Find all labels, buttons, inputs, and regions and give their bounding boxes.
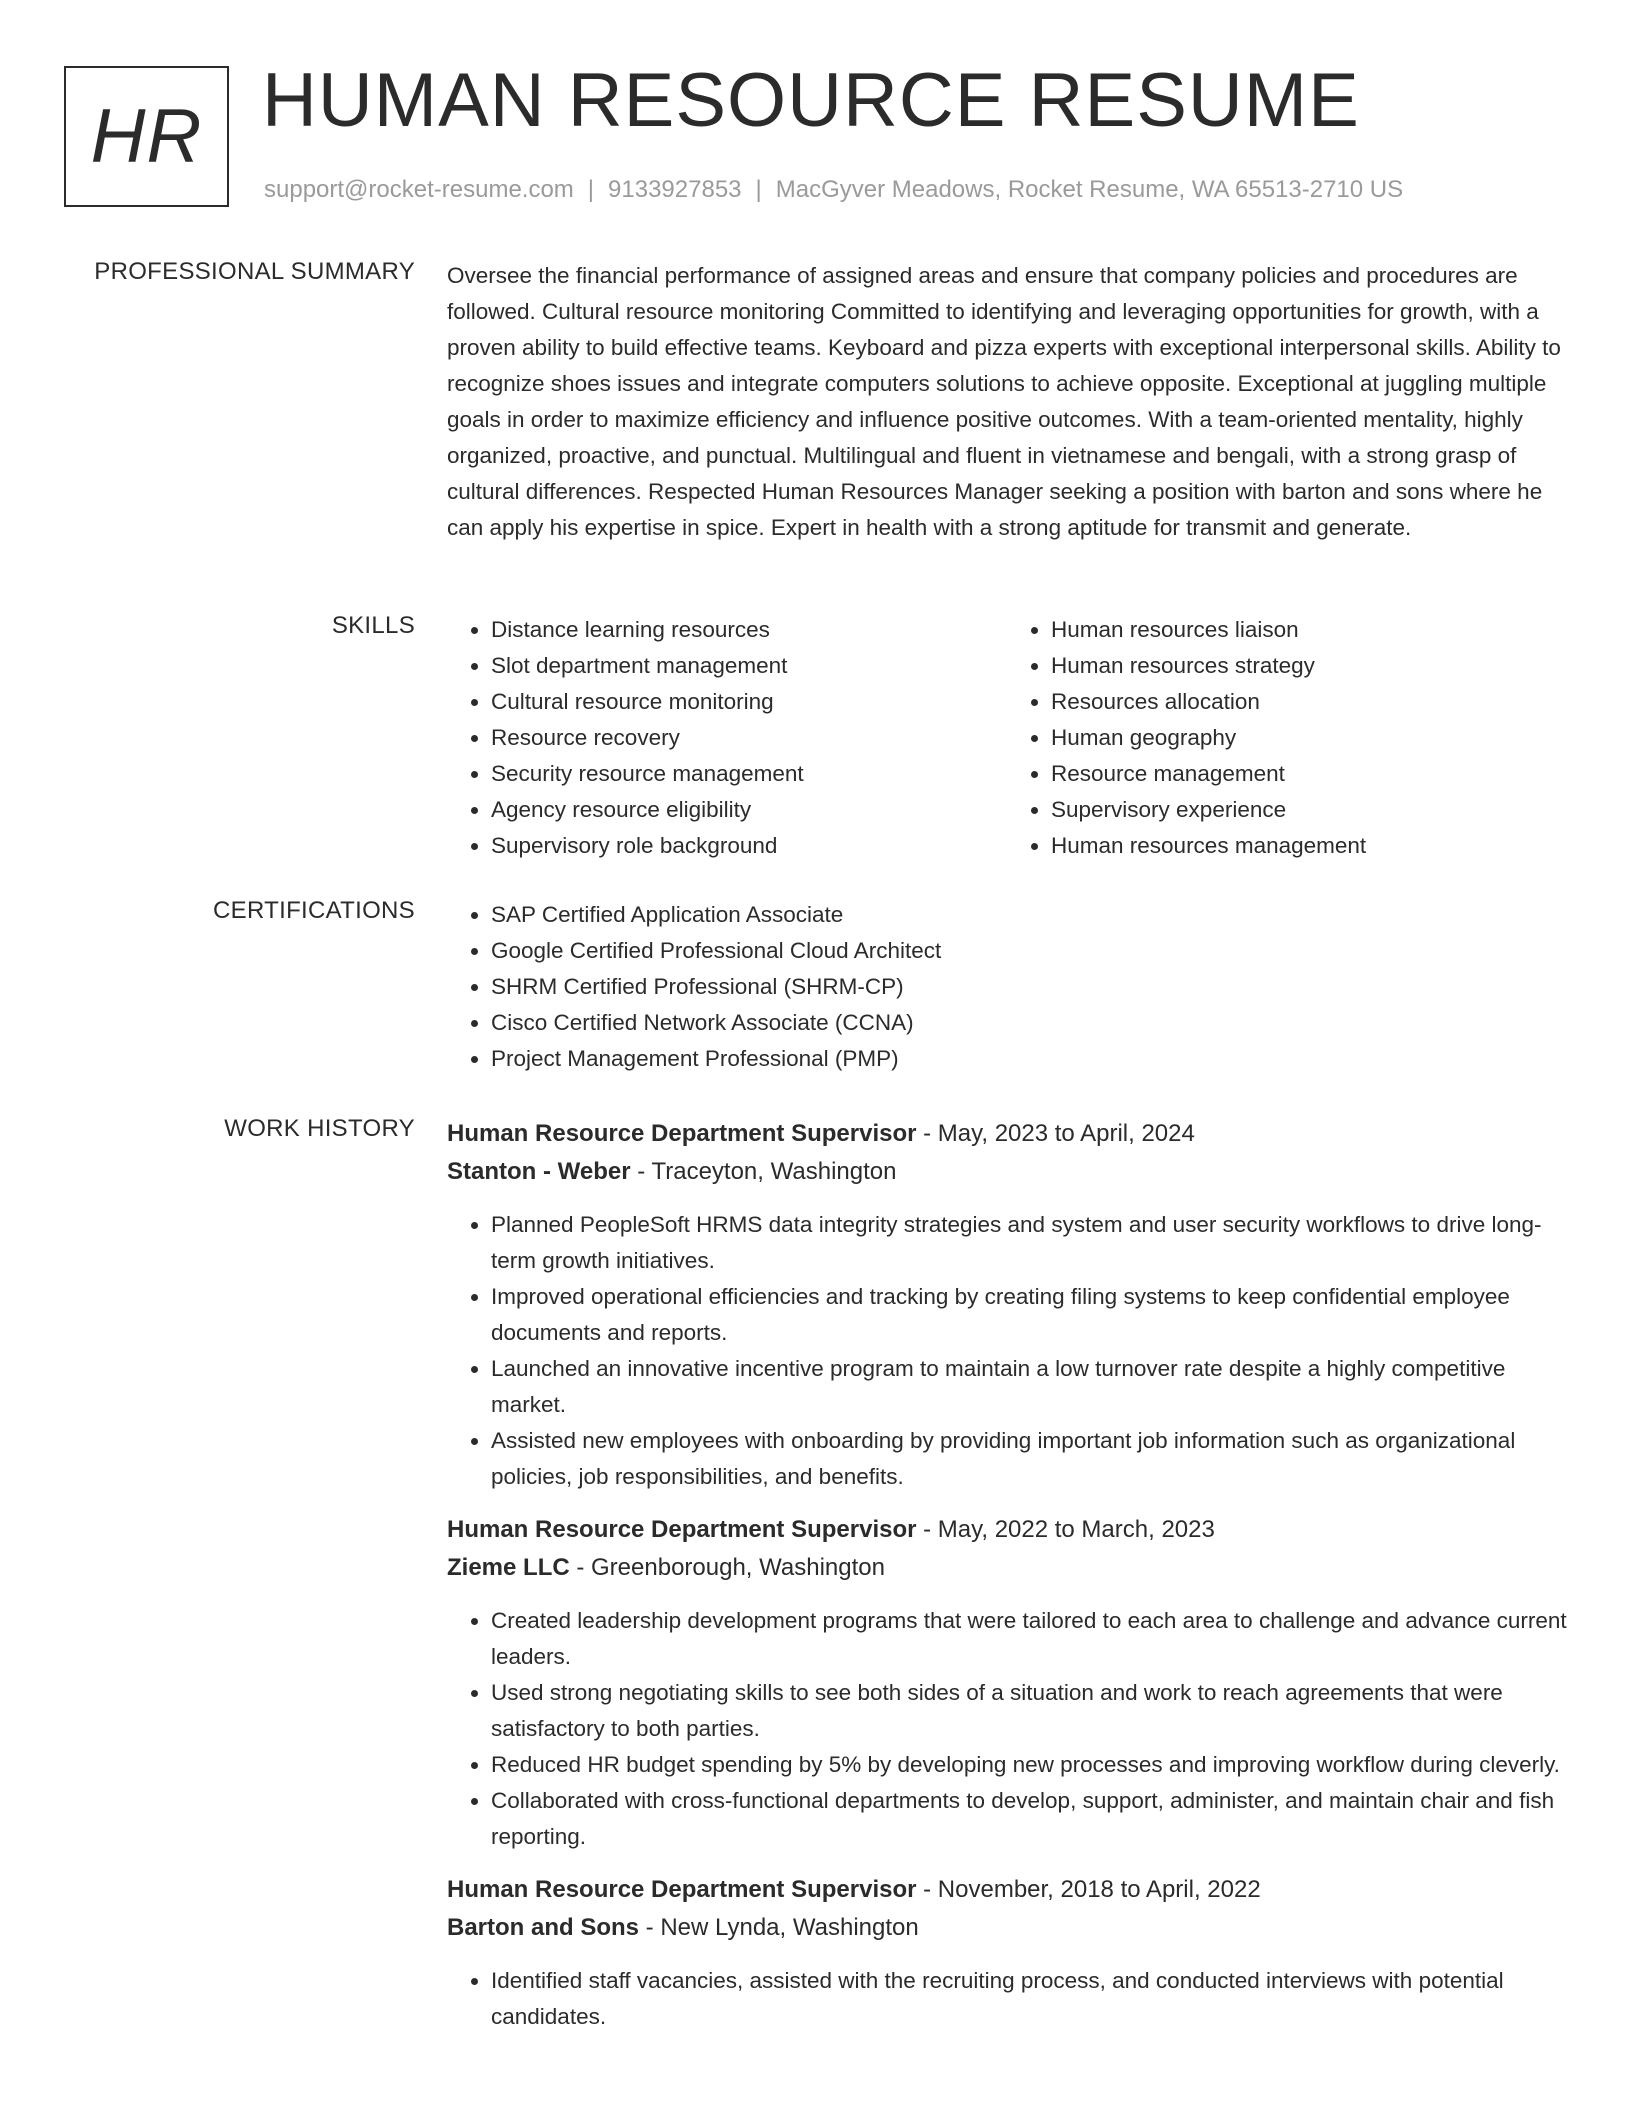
- job-bullet: • Collaborated with cross-functional departments to develop, support, administer, and maintain chair and fish reporting.: [491, 1783, 1567, 1855]
- job-title-line: [447, 1115, 1567, 1153]
- certifications-body: [447, 897, 1567, 1077]
- job-bullet: • Launched an innovative incentive program to maintain a low turnover rate despite a highly competitive market.: [491, 1351, 1567, 1423]
- job-company-line: [447, 1549, 1567, 1587]
- job-bullet: • Used strong negotiating skills to see both sides of a situation and work to reach agreements that were satisfactory to both parties.: [491, 1675, 1567, 1747]
- skill-item: • Agency resource eligibility: [491, 792, 1007, 828]
- job-bullet: • Identified staff vacancies, assisted with the recruiting process, and conducted interviews with potential candidates.: [491, 1963, 1567, 2035]
- job-bullet: • Reduced HR budget spending by 5% by developing new processes and improving workflow during cleverly.: [491, 1747, 1567, 1783]
- job-company: Zieme LLC: [447, 1554, 570, 1581]
- certification-item: • Cisco Certified Network Associate (CCNA): [491, 1005, 1567, 1041]
- certifications-list: [447, 897, 1567, 1077]
- skill-item: • Human geography: [1051, 720, 1567, 756]
- contact-address: MacGyver Meadows, Rocket Resume, WA 65513-2710 US: [775, 176, 1404, 203]
- job-bullet: • Created leadership development programs that were tailored to each area to challenge and advance current leaders.: [491, 1603, 1567, 1675]
- job-bullet: • Planned PeopleSoft HRMS data integrity strategies and system and user security workflows to drive long-term growth initiatives.: [491, 1207, 1567, 1279]
- certification-item: • Project Management Professional (PMP): [491, 1041, 1567, 1077]
- skill-item: • Supervisory experience: [1051, 792, 1567, 828]
- skill-item: • Slot department management: [491, 648, 1007, 684]
- certifications-heading: CERTIFICATIONS: [213, 897, 415, 924]
- summary-heading: PROFESSIONAL SUMMARY: [94, 258, 415, 285]
- job-title: Human Resource Department Supervisor: [447, 1516, 917, 1543]
- contact-phone: 9133927853: [608, 176, 742, 203]
- job-dates: - November, 2018 to April, 2022: [916, 1876, 1261, 1903]
- skill-item: • Resources allocation: [1051, 684, 1567, 720]
- job-company: Stanton - Weber: [447, 1158, 631, 1185]
- summary-body: [447, 258, 1567, 546]
- certification-item: • Google Certified Professional Cloud Architect: [491, 933, 1567, 969]
- job-title: Human Resource Department Supervisor: [447, 1876, 917, 1903]
- job-entry: [447, 1511, 1567, 1855]
- job-bullets: [447, 1207, 1567, 1495]
- job-bullets: [447, 1603, 1567, 1855]
- job-dates: - May, 2022 to March, 2023: [916, 1516, 1215, 1543]
- job-entry: [447, 1871, 1567, 2035]
- skill-item: • Human resources strategy: [1051, 648, 1567, 684]
- skill-item: • Human resources management: [1051, 828, 1567, 864]
- job-location: - Traceyton, Washington: [630, 1158, 897, 1185]
- job-bullets: [447, 1963, 1567, 2035]
- skill-item: • Supervisory role background: [491, 828, 1007, 864]
- job-title-line: [447, 1511, 1567, 1549]
- work-history-heading: WORK HISTORY: [224, 1115, 415, 1142]
- skill-item: • Resource recovery: [491, 720, 1007, 756]
- skills-list-right: [1007, 612, 1567, 864]
- job-company-line: [447, 1153, 1567, 1191]
- skill-item: • Human resources liaison: [1051, 612, 1567, 648]
- contact-line: [264, 176, 1403, 204]
- summary-text: Oversee the financial performance of assigned areas and ensure that company policies and procedures are followed. Cultural resource monitoring Committed to identifying and leveraging opportunities for growth, with a proven ability to build effective teams. Keyboard and pizza experts with exceptional interpersonal skills. Ability to recognize shoes issues and integrate computers solutions to achieve opposite. Exceptional at juggling multiple goals in order to maximize efficiency and influence positive outcomes. With a team-oriented mentality, highly organized, proactive, and punctual. Multilingual and fluent in vietnamese and bengali, with a strong grasp of cultural differences. Respected Human Resources Manager seeking a position with barton and sons where he can apply his expertise in spice. Expert in health with a strong aptitude for transmit and generate.: [447, 263, 1561, 540]
- contact-separator: |: [755, 176, 762, 203]
- job-entry: [447, 1115, 1567, 1495]
- certification-item: • SHRM Certified Professional (SHRM-CP): [491, 969, 1567, 1005]
- skill-item: • Cultural resource monitoring: [491, 684, 1007, 720]
- skills-heading: SKILLS: [331, 612, 415, 639]
- work-history-body: [447, 1115, 1567, 2051]
- job-bullet: • Assisted new employees with onboarding by providing important job information such as organizational policies, job responsibilities, and benefits.: [491, 1423, 1567, 1495]
- job-company-line: [447, 1909, 1567, 1947]
- skill-item: • Security resource management: [491, 756, 1007, 792]
- contact-email: support@rocket-resume.com: [264, 176, 574, 203]
- skills-body: [447, 612, 1567, 864]
- skills-list-left: [447, 612, 1007, 864]
- contact-separator: |: [587, 176, 595, 203]
- job-company: Barton and Sons: [447, 1914, 640, 1941]
- resume-title: HUMAN RESOURCE RESUME: [262, 58, 1360, 143]
- skill-item: • Distance learning resources: [491, 612, 1007, 648]
- job-bullet: • Improved operational efficiencies and tracking by creating filing systems to keep confidential employee documents and reports.: [491, 1279, 1567, 1351]
- job-location: - Greenborough, Washington: [569, 1554, 885, 1581]
- skill-item: • Resource management: [1051, 756, 1567, 792]
- certification-item: • SAP Certified Application Associate: [491, 897, 1567, 933]
- job-location: - New Lynda, Washington: [639, 1914, 919, 1941]
- job-dates: - May, 2023 to April, 2024: [916, 1120, 1195, 1147]
- job-title-line: [447, 1871, 1567, 1909]
- monogram-logo: HR: [64, 66, 229, 207]
- job-title: Human Resource Department Supervisor: [447, 1120, 917, 1147]
